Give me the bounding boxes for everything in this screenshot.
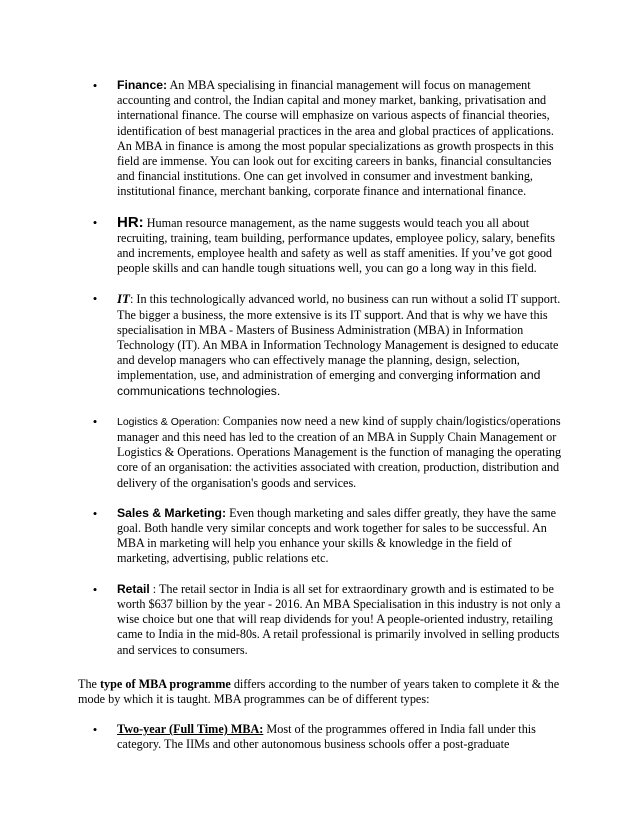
bullet-icon: • (92, 722, 98, 737)
item-text: : The retail sector in India is all set for extraordinary growth and is estimated to be worth $637 billion by the year - 2016. An MBA Specialisation in this industry is not only a wise choice but one that will reap dividends for you! A people-oriented industry, retailing came to India in the mid-80s. A retail professional is primarily involved in selling products and services to consumers. (117, 581, 561, 657)
item-heading: Two-year (Full Time) MBA: (117, 722, 264, 736)
item-heading: HR: (117, 213, 144, 231)
list-item-it (0, 291, 638, 398)
item-text: Companies now need a new kind of supply chain/logistics/operations manager and this need has led to the creation of an MBA in Supply Chain Management or Logistics & Operations. Operations Management is the function of managing the operating core of an organisation: the activities associated with creation, production, distribution and delivery of the organisation's goods and services. (117, 413, 562, 490)
item-text-tail: information and communications technologies. (117, 368, 541, 398)
item-text: An MBA specialising in financial management will focus on management accounting and control, the Indian capital and money market, banking, privatisation and international finance. The course will emphasize on various aspects of financial theories, identification of best managerial practices in the area and global practices of applications. An MBA in finance is among the most popular specializations as growth prospects in this field are immense. You can look out for exciting careers in banks, financial consultancies and financial institutions. One can get involved in consumer and investment banking, institutional finance, merchant banking, corporate finance and international finance. (117, 78, 554, 199)
bullet-icon: • (92, 581, 98, 597)
item-text: Human resource management, as the name suggests would teach you all about recruiting, training, team building, performance updates, employee policy, salary, benefits and increments, employee health and safety as well as staff amenities. If you’ve got good people skills and can handle tough situations well, you can go a long way in this field. (117, 215, 556, 276)
bullet-icon: • (92, 505, 98, 521)
list-item-retail (0, 582, 638, 658)
item-text: Most of the programmes offered in India fall under this category. The IIMs and other autonomous business schools offer a post-graduate (117, 722, 536, 752)
item-heading: Retail (117, 581, 150, 596)
specialization-list (0, 78, 638, 658)
intro-bold: type of MBA programme (100, 677, 231, 691)
list-item-hr (0, 215, 638, 277)
bullet-icon: • (92, 291, 98, 307)
item-text: : In this technologically advanced world, no business can run without a solid IT support. The bigger a business, the more extensive is its IT support. And that is why we have this specialisation in MBA - Masters of Business Administration (MBA) in Information Technology (IT). An MBA in Information Technology Management is designed to educate and develop managers who can effectively manage the planning, design, selection, implementation, use, and administration of emerging and converging (117, 292, 561, 383)
item-text: Even though marketing and sales differ greatly, they have the same goal. Both handle very similar concepts and work together for sales to be successful. An MBA in marketing will help you enhance your skills & knowledge in the field of marketing, advertising, public relations etc. (117, 505, 557, 566)
item-heading: IT (117, 291, 130, 307)
list-item-sales-marketing (0, 506, 638, 567)
programme-types-intro (78, 677, 564, 707)
item-heading: Sales & Marketing: (117, 505, 227, 520)
list-item-logistics (0, 414, 638, 491)
item-heading: Finance: (117, 78, 168, 92)
list-item-finance (0, 78, 638, 200)
list-item-two-year (0, 722, 638, 752)
bullet-icon: • (92, 413, 98, 429)
bullet-icon: • (92, 78, 98, 93)
bullet-icon: • (92, 214, 98, 230)
programme-type-list (0, 722, 638, 752)
intro-prefix: The (78, 677, 100, 691)
item-heading: Logistics & Operation: (117, 415, 220, 428)
intro-rest: differs according to the number of years taken to complete it & the mode by which it is taught. MBA programmes can be of different types: (78, 677, 560, 707)
